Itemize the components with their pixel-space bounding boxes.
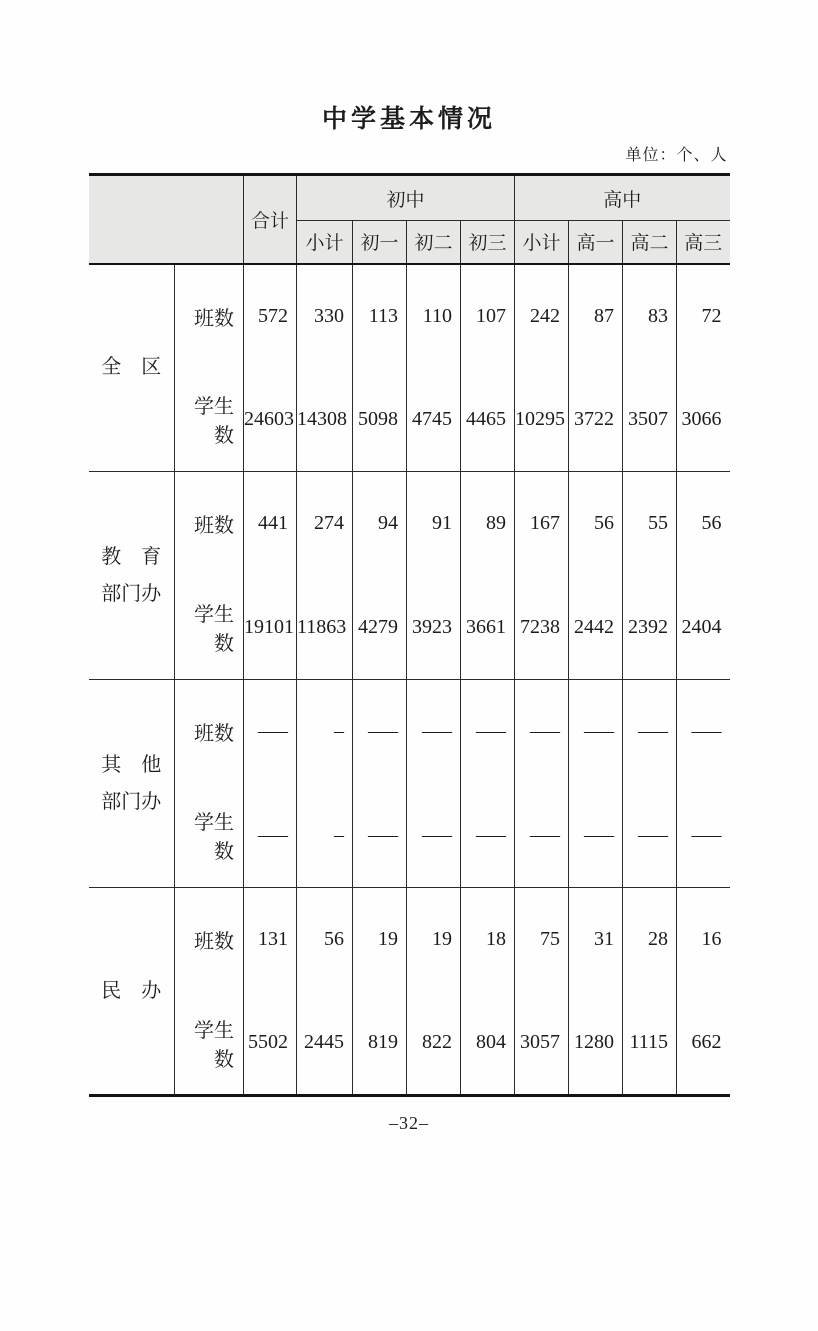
data-cell: 274 [297,472,353,576]
column-header-grade10: 高一 [569,221,623,264]
data-cell: 72 [677,264,730,368]
corner-cell [89,175,244,264]
column-header-junior-subtotal: 小计 [297,221,353,264]
data-cell: 1115 [623,992,677,1096]
data-cell: ––– [515,680,569,784]
data-cell: 19 [407,888,461,992]
data-cell: 2404 [677,576,730,680]
row-group-line: 教 育 [101,545,162,568]
column-header-grade8: 初二 [407,221,461,264]
data-cell: ––– [461,784,515,888]
column-header-junior: 初中 [297,175,515,221]
data-cell: 56 [297,888,353,992]
data-cell: ––– [407,680,461,784]
data-cell: 330 [297,264,353,368]
row-group-label-other-dept [89,680,175,888]
data-cell: 89 [461,472,515,576]
data-cell: ––– [244,784,297,888]
data-cell: 4745 [407,368,461,472]
data-cell: – [297,784,353,888]
table-row [89,992,730,1096]
column-header-senior: 高中 [515,175,730,221]
data-cell: 110 [407,264,461,368]
data-cell: 167 [515,472,569,576]
data-cell: 28 [623,888,677,992]
data-cell: ––– [677,784,730,888]
data-cell: 19 [353,888,407,992]
data-cell: 3722 [569,368,623,472]
column-header-grade11: 高二 [623,221,677,264]
data-cell: ––– [353,680,407,784]
data-cell: ––– [623,784,677,888]
table-row [89,472,730,576]
data-cell: 3661 [461,576,515,680]
data-cell: 441 [244,472,297,576]
data-cell: ––– [461,680,515,784]
data-cell: 3066 [677,368,730,472]
row-group-label-district [89,264,175,472]
column-header-total: 合计 [244,175,297,264]
data-cell: ––– [353,784,407,888]
column-header-grade12: 高三 [677,221,730,264]
data-cell: 75 [515,888,569,992]
header-row-groups [89,175,730,221]
data-cell: 83 [623,264,677,368]
data-cell: 55 [623,472,677,576]
data-cell: 11863 [297,576,353,680]
data-cell: 4279 [353,576,407,680]
stats-table [89,173,730,1097]
metric-label-students: 学生数 [175,576,244,680]
data-cell: ––– [407,784,461,888]
table-row [89,888,730,992]
table-row [89,264,730,368]
data-cell: 10295 [515,368,569,472]
metric-label-classes: 班数 [175,472,244,576]
table-row [89,576,730,680]
data-cell: 91 [407,472,461,576]
metric-label-classes: 班数 [175,888,244,992]
row-group-line: 部门办 [101,790,162,813]
page-number: –32– [389,1113,429,1133]
table-row [89,368,730,472]
data-cell: 16 [677,888,730,992]
data-cell: 113 [353,264,407,368]
column-header-senior-subtotal: 小计 [515,221,569,264]
data-cell: 18 [461,888,515,992]
row-group-line: 其 他 [101,753,162,776]
unit-note: 单位：个、人 [625,147,728,164]
data-cell: 3057 [515,992,569,1096]
data-cell: 94 [353,472,407,576]
data-cell: ––– [677,680,730,784]
data-cell: ––– [623,680,677,784]
data-cell: 56 [677,472,730,576]
page-title: 中学基本情况 [321,106,496,133]
data-cell: 31 [569,888,623,992]
data-cell: 4465 [461,368,515,472]
data-cell: 5502 [244,992,297,1096]
data-cell: 5098 [353,368,407,472]
data-cell: 87 [569,264,623,368]
metric-label-students: 学生数 [175,368,244,472]
row-group-line: 部门办 [101,582,162,605]
column-header-grade9: 初三 [461,221,515,264]
data-cell: 819 [353,992,407,1096]
data-cell: 7238 [515,576,569,680]
metric-label-students: 学生数 [175,992,244,1096]
data-cell: ––– [569,784,623,888]
table-row [89,784,730,888]
data-cell: – [297,680,353,784]
document-page [89,103,730,1134]
data-cell: 131 [244,888,297,992]
data-cell: 242 [515,264,569,368]
data-cell: 804 [461,992,515,1096]
data-cell: 2442 [569,576,623,680]
data-cell: 662 [677,992,730,1096]
data-cell: 822 [407,992,461,1096]
data-cell: 572 [244,264,297,368]
row-group-line: 全 区 [101,356,162,379]
data-cell: 19101 [244,576,297,680]
data-cell: 2445 [297,992,353,1096]
data-cell: ––– [515,784,569,888]
row-group-label-education-dept [89,472,175,680]
row-group-label-private [89,888,175,1096]
data-cell: ––– [569,680,623,784]
data-cell: 1280 [569,992,623,1096]
row-group-line: 民 办 [101,979,162,1002]
data-cell: 56 [569,472,623,576]
data-cell: 24603 [244,368,297,472]
data-cell: 2392 [623,576,677,680]
data-cell: 107 [461,264,515,368]
metric-label-classes: 班数 [175,680,244,784]
metric-label-classes: 班数 [175,264,244,368]
column-header-grade7: 初一 [353,221,407,264]
metric-label-students: 学生数 [175,784,244,888]
data-cell: 3923 [407,576,461,680]
data-cell: 3507 [623,368,677,472]
table-row [89,680,730,784]
data-cell: ––– [244,680,297,784]
data-cell: 14308 [297,368,353,472]
